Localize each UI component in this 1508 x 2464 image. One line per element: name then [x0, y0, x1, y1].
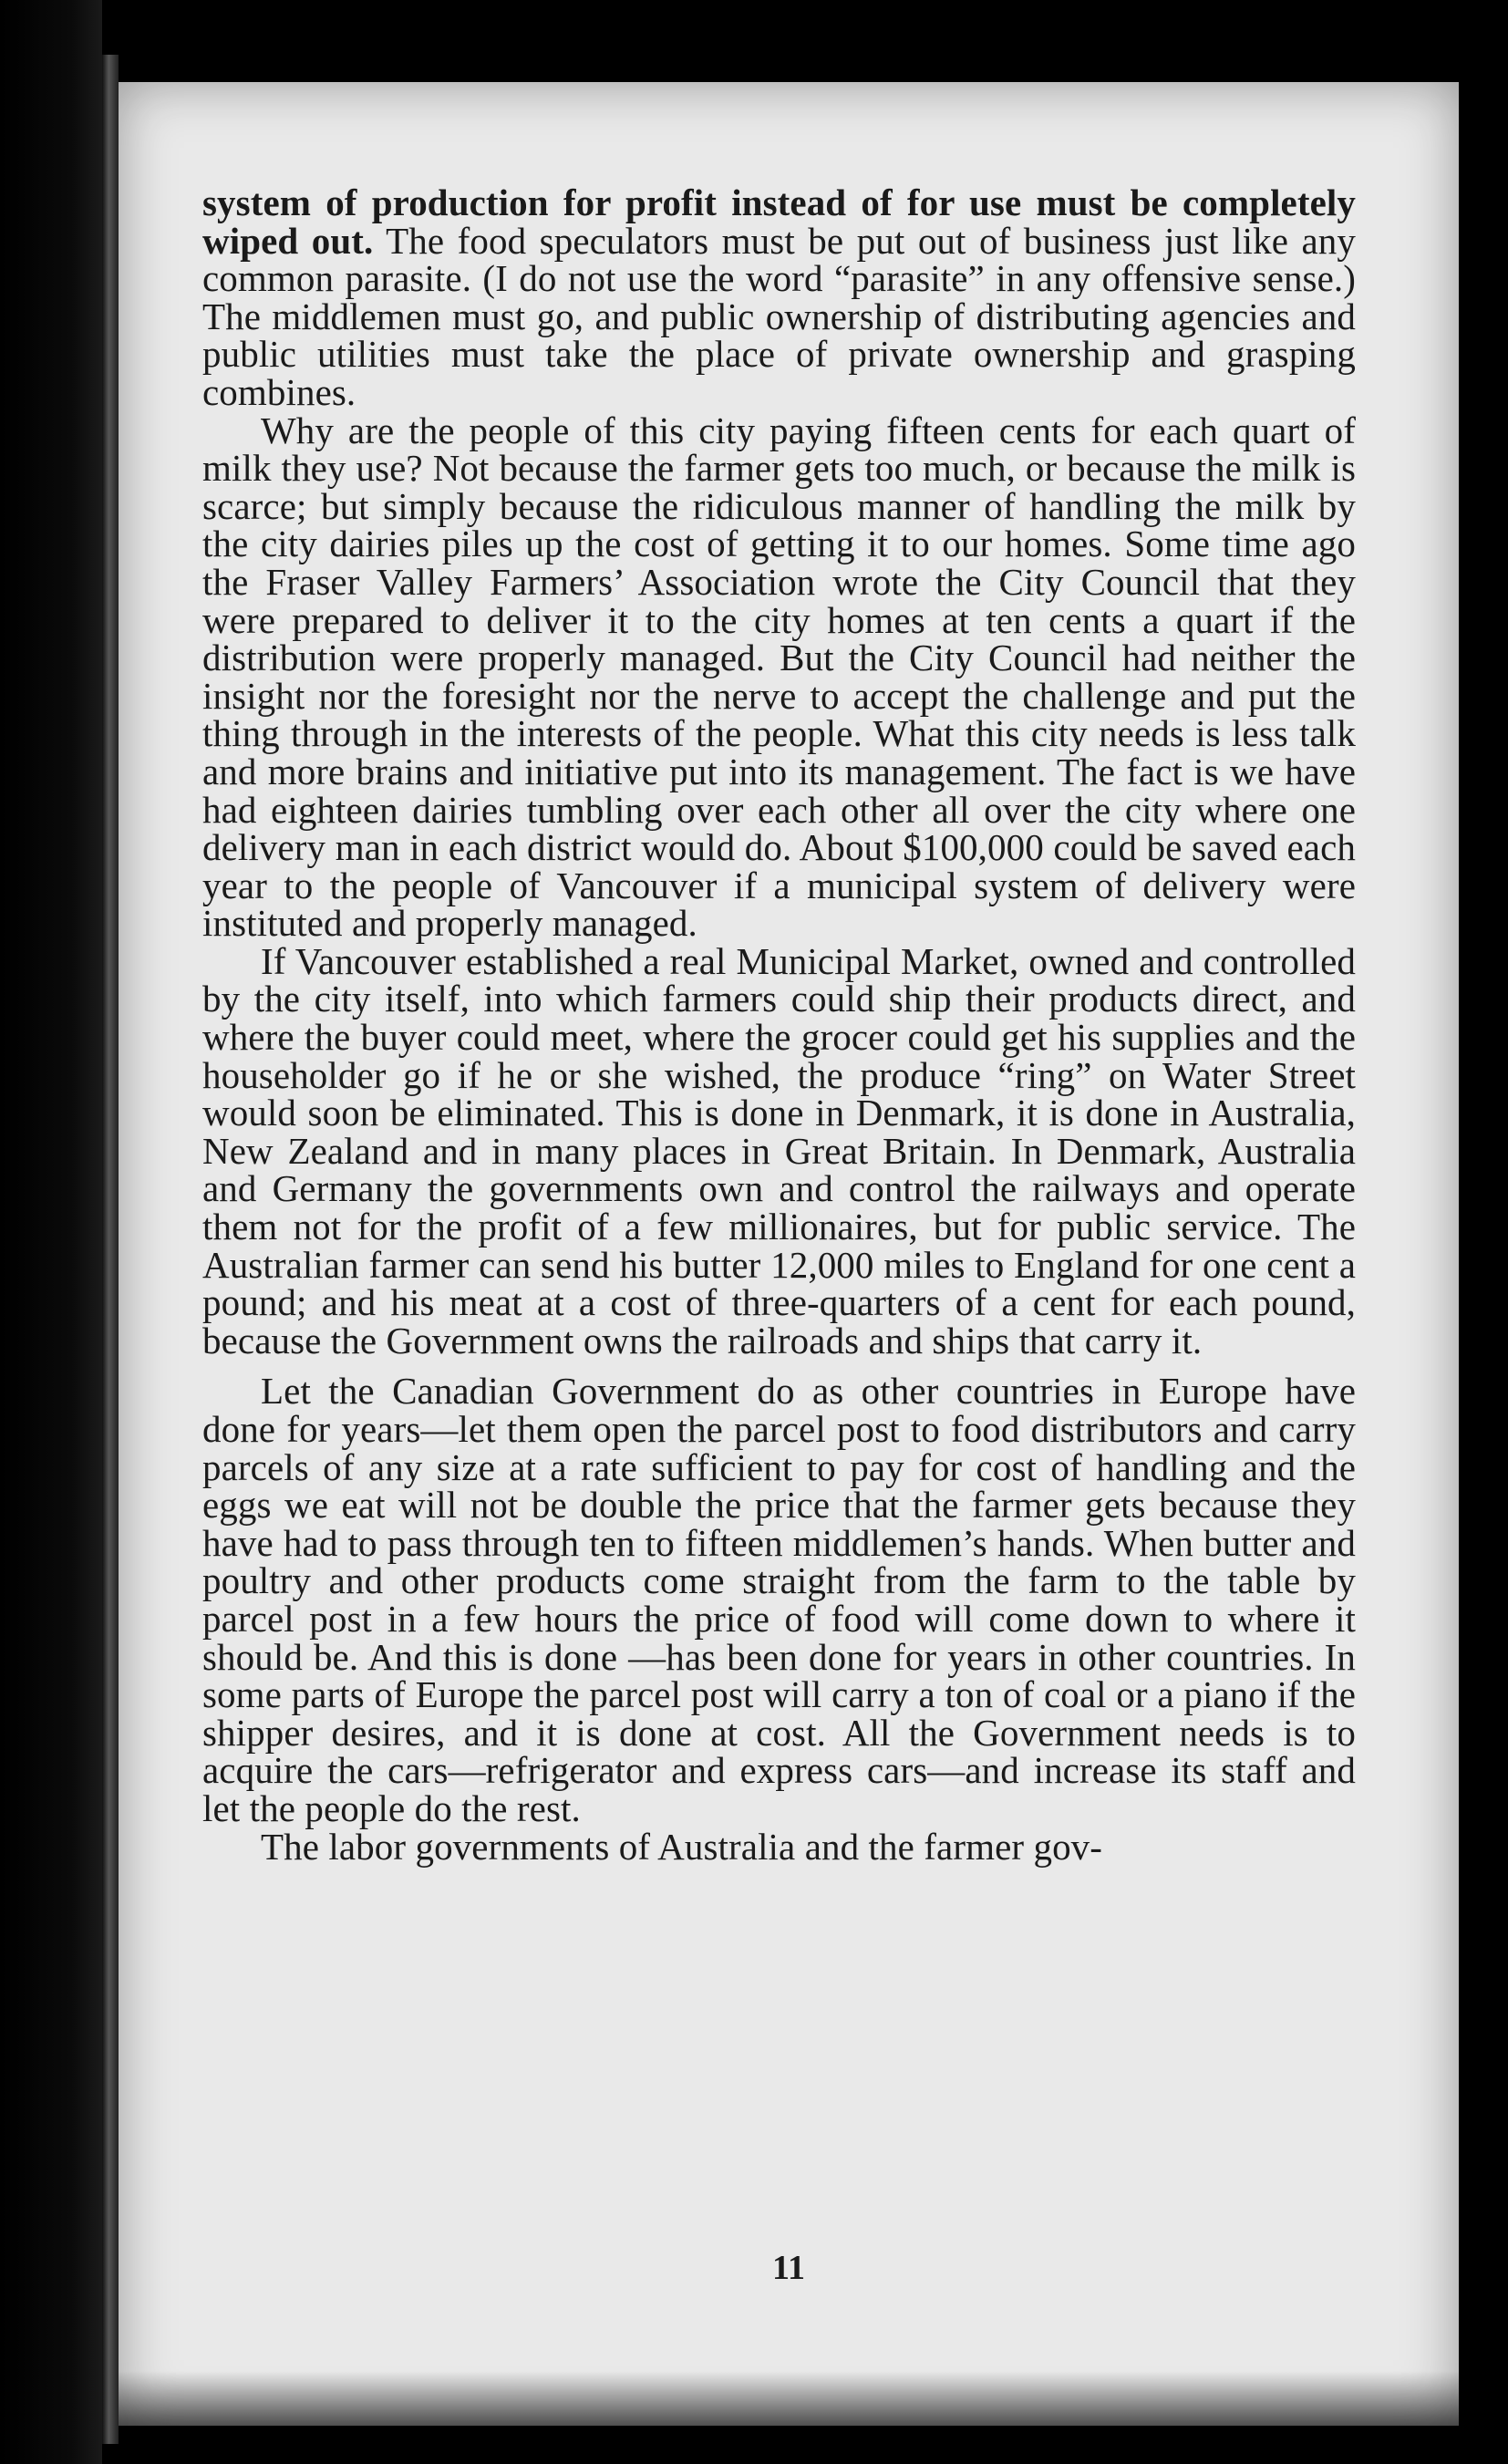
paragraph-1-bold-lead: system of production for profit instead of for use must be completely wiped out. — [202, 181, 1356, 262]
page-number: 11 — [772, 2249, 805, 2287]
paragraph-4: Let the Canadian Government do as other countries in Europe have done for years—let them open the parcel post to food distributors and carry parcels of any size at a rate sufficient to pay for cost of handling and the eggs we eat will not be double the price that the farmer gets because they have had to pass through ten to fifteen middlemen’s hands. When butter and poultry and other products come straight from the farm to the table by parcel post in a few hours the price of food will come down to where it should be. And this is done —has been done for years in other countries. In some parts of Europe the parcel post will carry a ton of coal or a piano if the shipper desires, and it is done at cost. All the Government needs is to acquire the cars—refrigerator and express cars—and increase its staff and let the people do the rest. — [202, 1370, 1356, 1829]
paragraph-2: Why are the people of this city paying fifteen cents for each quart of milk they use? Not because the farmer gets too much, or because the milk is scarce; but simply because the ridiculous manner of handling the milk by the city dairies piles up the cost of getting it to our homes. Some time ago the Fraser Valley Farmers’ Association wrote the City Council that they were prepared to deliver it to the city homes at ten cents a quart if the distribution were properly managed. But the City Council had neither the insight nor the foresight nor the nerve to accept the challenge and put the thing through in the interests of the people. What this city needs is less talk and more brains and initiative put into its management. The fact is we have had eighteen dairies tumbling over each other all over the city where one delivery man in each district would do. About $100,000 could be saved each year to the people of Vancouver if a municipal system of delivery were instituted and properly managed. — [202, 409, 1356, 945]
paragraph-5: The labor governments of Australia and the farmer gov- — [261, 1825, 1103, 1868]
book-page — [119, 82, 1459, 2426]
paragraph-1-text: The food speculators must be put out of business just like any common parasite. (I do not use the word “parasite” in any offensive sense.) The middlemen must go, and public ownership of distributing agencies and public utilities must take the place of private ownership and grasping combines. — [202, 219, 1356, 413]
paragraph-3: If Vancouver established a real Municipal Market, owned and controlled by the city itself, into which farmers could ship their products direct, and where the buyer could meet, where the grocer could get his supplies and the householder go if he or she wished, the produce “ring” on Water Street would soon be eliminated. This is done in Denmark, it is done in Australia, New Zealand and in many places in Great Britain. In Denmark, Australia and Germany the governments own and control the railways and operate them not for the profit of a few millionaires, but for public service. The Australian farmer can send his butter 12,000 miles to England for one cent a pound; and his meat at a cost of three-quarters of a cent for each pound, because the Government owns the railroads and ships that carry it. — [202, 939, 1356, 1361]
scan-bottom-shadow — [119, 2371, 1459, 2464]
scan-left-edge — [0, 0, 102, 2464]
body-text — [202, 181, 1356, 1868]
paragraph-1 — [202, 181, 1356, 413]
book-spine — [102, 55, 119, 2444]
